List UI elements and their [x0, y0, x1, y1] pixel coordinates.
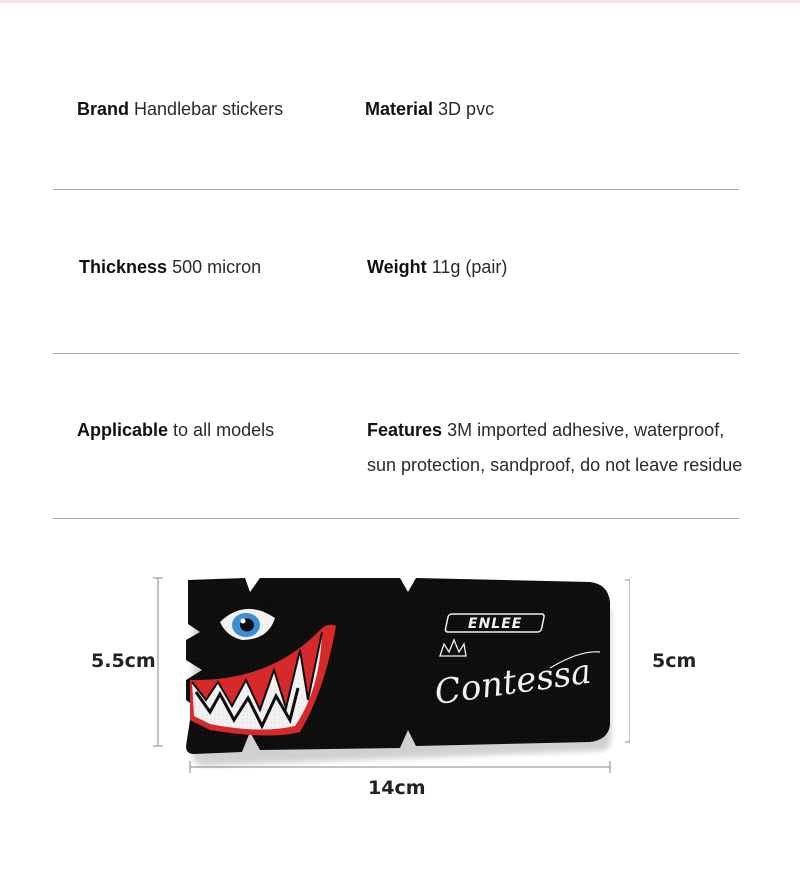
- spec-features-value-line2: sun protection, sandproof, do not leave residue: [367, 455, 743, 475]
- spec-material-label: Material: [365, 99, 434, 119]
- divider: [53, 518, 739, 519]
- contessa-script-text: Contessa: [432, 651, 594, 714]
- spec-material: [365, 98, 494, 120]
- spec-weight: [367, 256, 507, 278]
- top-accent-line: [0, 0, 800, 3]
- divider: [53, 353, 739, 354]
- height-right-label: 5cm: [652, 650, 697, 672]
- spec-weight-label: Weight: [367, 257, 427, 277]
- spec-applicable: [77, 419, 274, 441]
- spec-brand-value: Handlebar stickers: [134, 99, 284, 119]
- spec-weight-value: 11g (pair): [431, 257, 508, 277]
- spec-material-value: 3D pvc: [438, 99, 495, 119]
- spec-brand-label: Brand: [77, 99, 130, 119]
- enlee-logo-text: ENLEE: [468, 616, 523, 632]
- divider: [53, 189, 739, 190]
- spec-features-line2: [367, 454, 742, 476]
- spec-features-value-line1: 3M imported adhesive, waterproof,: [447, 420, 725, 440]
- width-label: 14cm: [368, 777, 426, 799]
- spec-applicable-value: to all models: [173, 420, 275, 440]
- spec-brand: [77, 98, 283, 120]
- spec-features: [367, 419, 724, 441]
- height-left-label: 5.5cm: [91, 650, 156, 672]
- spec-applicable-label: Applicable: [77, 420, 169, 440]
- sticker-svg: [150, 570, 630, 790]
- product-illustration: [150, 570, 630, 790]
- spec-thickness: [79, 256, 261, 278]
- spec-features-label: Features: [367, 420, 443, 440]
- spec-thickness-value: 500 micron: [172, 257, 262, 277]
- spec-thickness-label: Thickness: [79, 257, 168, 277]
